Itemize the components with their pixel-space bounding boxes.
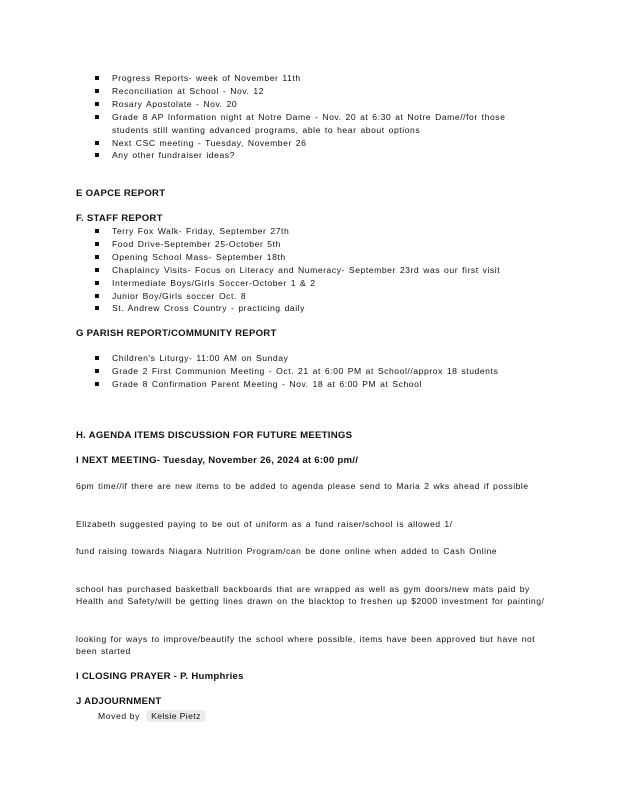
parish-report-list bbox=[95, 352, 545, 391]
bullet-icon bbox=[95, 141, 99, 145]
list-item: St. Andrew Cross Country - practicing daily bbox=[95, 302, 545, 315]
bullet-icon bbox=[95, 229, 99, 233]
bullet-icon bbox=[95, 356, 99, 360]
list-item: Grade 8 Confirmation Parent Meeting - Nov. 18 at 6:00 PM at School bbox=[95, 378, 545, 391]
minutes-paragraph: Elizabeth suggested paying to be out of uniform as a fund raiser/school is allowed 1/ bbox=[76, 519, 453, 529]
bullet-icon bbox=[95, 294, 99, 298]
minutes-paragraph: 6pm time//if there are new items to be added to agenda please send to Maria 2 wks ahead if possible bbox=[76, 481, 529, 491]
list-item: Reconciliation at School - Nov. 12 bbox=[95, 85, 545, 98]
list-item: Progress Reports- week of November 11th bbox=[95, 72, 545, 85]
bullet-icon bbox=[95, 115, 99, 119]
top-bullet-list bbox=[95, 72, 545, 162]
section-h-heading: H. AGENDA ITEMS DISCUSSION FOR FUTURE MEETINGS bbox=[76, 430, 353, 441]
bullet-icon bbox=[95, 255, 99, 259]
list-item: Children's Liturgy- 11:00 AM on Sunday bbox=[95, 352, 545, 365]
list-item: Junior Boy/Girls soccer Oct. 8 bbox=[95, 290, 545, 303]
bullet-icon bbox=[95, 268, 99, 272]
minutes-paragraph: fund raising towards Niagara Nutrition Program/can be done online when added to Cash Online bbox=[76, 546, 498, 556]
list-item: Chaplaincy Visits- Focus on Literacy and Numeracy- September 23rd was our first visit bbox=[95, 264, 545, 277]
list-item: Terry Fox Walk- Friday, September 27th bbox=[95, 225, 545, 238]
moved-by-line bbox=[98, 710, 206, 722]
bullet-icon bbox=[95, 382, 99, 386]
bullet-icon bbox=[95, 242, 99, 246]
bullet-icon bbox=[95, 153, 99, 157]
closing-prayer-heading: I CLOSING PRAYER - P. Humphries bbox=[76, 671, 244, 682]
list-item: Any other fundraiser ideas? bbox=[95, 149, 545, 162]
list-item: Next CSC meeting - Tuesday, November 26 bbox=[95, 137, 545, 150]
list-item: Opening School Mass- September 18th bbox=[95, 251, 545, 264]
section-i-heading: I NEXT MEETING- Tuesday, November 26, 2024 at 6:00 pm// bbox=[76, 455, 359, 466]
section-f-heading: F. STAFF REPORT bbox=[76, 213, 163, 224]
bullet-icon bbox=[95, 76, 99, 80]
bullet-icon bbox=[95, 89, 99, 93]
minutes-paragraph: school has purchased basketball backboards that are wrapped as well as gym doors/new mats paid by Health and Safety/will be getting lines drawn on the blacktop to freshen up $2000 investment for painting/ bbox=[76, 584, 545, 607]
list-item: Rosary Apostolate - Nov. 20 bbox=[95, 98, 545, 111]
section-e-heading: E OAPCE REPORT bbox=[76, 188, 166, 199]
list-item: Food Drive-September 25-October 5th bbox=[95, 238, 545, 251]
list-item: Grade 2 First Communion Meeting - Oct. 21 at 6:00 PM at School//approx 18 students bbox=[95, 365, 545, 378]
person-chip[interactable]: Kelsie Pietz bbox=[146, 710, 206, 722]
adjournment-heading: J ADJOURNMENT bbox=[76, 696, 162, 707]
section-g-heading: G PARISH REPORT/COMMUNITY REPORT bbox=[76, 328, 277, 339]
list-item: Grade 8 AP Information night at Notre Dame - Nov. 20 at 6:30 at Notre Dame//for those students still wanting advanced programs, able to hear about options bbox=[95, 111, 545, 137]
minutes-paragraph: looking for ways to improve/beautify the school where possible, items have been approved but have not been started bbox=[76, 634, 536, 657]
staff-report-list bbox=[95, 225, 545, 315]
bullet-icon bbox=[95, 102, 99, 106]
bullet-icon bbox=[95, 369, 99, 373]
bullet-icon bbox=[95, 281, 99, 285]
moved-by-label: Moved by bbox=[98, 711, 141, 721]
bullet-icon bbox=[95, 306, 99, 310]
list-item: Intermediate Boys/Girls Soccer-October 1 & 2 bbox=[95, 277, 545, 290]
